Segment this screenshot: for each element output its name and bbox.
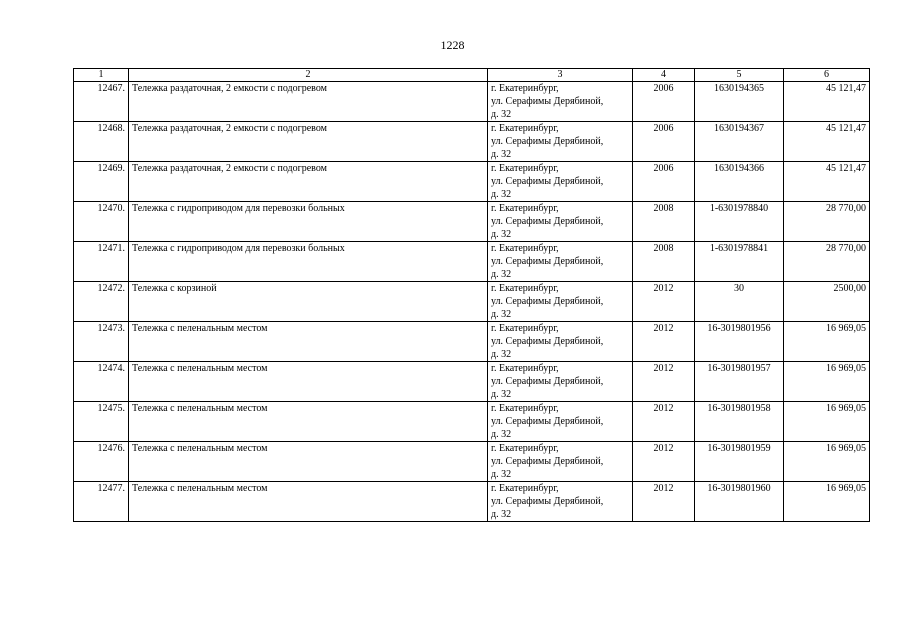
address-line: д. 32: [491, 269, 512, 280]
cost-cell: 28 770,00: [784, 242, 870, 282]
cost-cell: 16 969,05: [784, 482, 870, 522]
year-cell: 2012: [633, 442, 695, 482]
address-line: г. Екатеринбург,: [491, 363, 559, 374]
inventory-number-cell: 1630194366: [695, 162, 784, 202]
address-line: ул. Серафимы Дерябиной,: [491, 256, 604, 267]
row-number-cell: 12472.: [74, 282, 129, 322]
address-line: ул. Серафимы Дерябиной,: [491, 96, 604, 107]
address-line: г. Екатеринбург,: [491, 443, 559, 454]
row-number-cell: 12473.: [74, 322, 129, 362]
address-cell: [488, 202, 633, 242]
address-line: д. 32: [491, 349, 512, 360]
page-number: 1228: [440, 38, 465, 52]
cost-cell: 16 969,05: [784, 442, 870, 482]
item-name-cell: Тележка с пеленальным местом: [129, 402, 488, 442]
address-line: ул. Серафимы Дерябиной,: [491, 216, 604, 227]
row-number-cell: 12470.: [74, 202, 129, 242]
item-name-cell: Тележка с корзиной: [129, 282, 488, 322]
address-line: г. Екатеринбург,: [491, 323, 559, 334]
cost-cell: 16 969,05: [784, 402, 870, 442]
address-line: ул. Серафимы Дерябиной,: [491, 456, 604, 467]
year-cell: 2012: [633, 482, 695, 522]
item-name-cell: Тележка с гидроприводом для перевозки больных: [129, 242, 488, 282]
inventory-number-cell: 16-3019801958: [695, 402, 784, 442]
address-line: г. Екатеринбург,: [491, 163, 559, 174]
inventory-number-cell: 1630194365: [695, 82, 784, 122]
address-line: г. Екатеринбург,: [491, 123, 559, 134]
address-line: д. 32: [491, 469, 512, 480]
address-line: д. 32: [491, 149, 512, 160]
inventory-number-cell: 30: [695, 282, 784, 322]
column-header-5: 5: [695, 69, 784, 82]
address-line: г. Екатеринбург,: [491, 243, 559, 254]
address-line: д. 32: [491, 429, 512, 440]
table-body: [74, 69, 870, 522]
cost-cell: 16 969,05: [784, 322, 870, 362]
year-cell: 2012: [633, 402, 695, 442]
inventory-number-cell: 1-6301978841: [695, 242, 784, 282]
address-cell: [488, 82, 633, 122]
address-line: ул. Серафимы Дерябиной,: [491, 336, 604, 347]
item-name-cell: Тележка с пеленальным местом: [129, 322, 488, 362]
address-cell: [488, 362, 633, 402]
row-number-cell: 12467.: [74, 82, 129, 122]
table-row: [74, 402, 870, 442]
cost-cell: 45 121,47: [784, 162, 870, 202]
year-cell: 2006: [633, 162, 695, 202]
table-row: [74, 362, 870, 402]
cost-cell: 45 121,47: [784, 122, 870, 162]
address-cell: [488, 442, 633, 482]
address-line: д. 32: [491, 309, 512, 320]
table-row: [74, 442, 870, 482]
table-row: [74, 282, 870, 322]
item-name-cell: Тележка с пеленальным местом: [129, 362, 488, 402]
address-line: д. 32: [491, 229, 512, 240]
table-row: [74, 322, 870, 362]
address-line: ул. Серафимы Дерябиной,: [491, 176, 604, 187]
inventory-number-cell: 1-6301978840: [695, 202, 784, 242]
property-register-table: [73, 68, 870, 522]
column-header-3: 3: [488, 69, 633, 82]
column-header-6: 6: [784, 69, 870, 82]
year-cell: 2012: [633, 362, 695, 402]
item-name-cell: Тележка с гидроприводом для перевозки больных: [129, 202, 488, 242]
year-cell: 2012: [633, 322, 695, 362]
cost-cell: 2500,00: [784, 282, 870, 322]
inventory-number-cell: 16-3019801956: [695, 322, 784, 362]
row-number-cell: 12469.: [74, 162, 129, 202]
address-line: г. Екатеринбург,: [491, 483, 559, 494]
address-line: г. Екатеринбург,: [491, 83, 559, 94]
row-number-cell: 12475.: [74, 402, 129, 442]
item-name-cell: Тележка раздаточная, 2 емкости с подогревом: [129, 122, 488, 162]
item-name-cell: Тележка раздаточная, 2 емкости с подогревом: [129, 162, 488, 202]
cost-cell: 45 121,47: [784, 82, 870, 122]
row-number-cell: 12477.: [74, 482, 129, 522]
year-cell: 2008: [633, 202, 695, 242]
row-number-cell: 12471.: [74, 242, 129, 282]
address-line: д. 32: [491, 389, 512, 400]
address-line: ул. Серафимы Дерябиной,: [491, 376, 604, 387]
table-row: [74, 482, 870, 522]
table-row: [74, 162, 870, 202]
address-line: ул. Серафимы Дерябиной,: [491, 496, 604, 507]
column-number-row: [74, 69, 870, 82]
address-line: г. Екатеринбург,: [491, 283, 559, 294]
table-row: [74, 242, 870, 282]
address-line: ул. Серафимы Дерябиной,: [491, 416, 604, 427]
address-cell: [488, 402, 633, 442]
item-name-cell: Тележка раздаточная, 2 емкости с подогревом: [129, 82, 488, 122]
column-header-4: 4: [633, 69, 695, 82]
table-row: [74, 82, 870, 122]
column-header-1: 1: [74, 69, 129, 82]
row-number-cell: 12468.: [74, 122, 129, 162]
address-cell: [488, 162, 633, 202]
address-cell: [488, 122, 633, 162]
item-name-cell: Тележка с пеленальным местом: [129, 482, 488, 522]
cost-cell: 28 770,00: [784, 202, 870, 242]
year-cell: 2008: [633, 242, 695, 282]
column-header-2: 2: [129, 69, 488, 82]
address-line: д. 32: [491, 509, 512, 520]
cost-cell: 16 969,05: [784, 362, 870, 402]
year-cell: 2012: [633, 282, 695, 322]
address-cell: [488, 482, 633, 522]
address-line: ул. Серафимы Дерябиной,: [491, 296, 604, 307]
year-cell: 2006: [633, 122, 695, 162]
row-number-cell: 12474.: [74, 362, 129, 402]
item-name-cell: Тележка с пеленальным местом: [129, 442, 488, 482]
address-line: д. 32: [491, 109, 512, 120]
inventory-number-cell: 16-3019801957: [695, 362, 784, 402]
inventory-number-cell: 1630194367: [695, 122, 784, 162]
address-line: д. 32: [491, 189, 512, 200]
inventory-number-cell: 16-3019801959: [695, 442, 784, 482]
address-cell: [488, 322, 633, 362]
address-cell: [488, 242, 633, 282]
address-cell: [488, 282, 633, 322]
address-line: ул. Серафимы Дерябиной,: [491, 136, 604, 147]
year-cell: 2006: [633, 82, 695, 122]
table-row: [74, 202, 870, 242]
table-row: [74, 122, 870, 162]
inventory-number-cell: 16-3019801960: [695, 482, 784, 522]
row-number-cell: 12476.: [74, 442, 129, 482]
address-line: г. Екатеринбург,: [491, 203, 559, 214]
address-line: г. Екатеринбург,: [491, 403, 559, 414]
